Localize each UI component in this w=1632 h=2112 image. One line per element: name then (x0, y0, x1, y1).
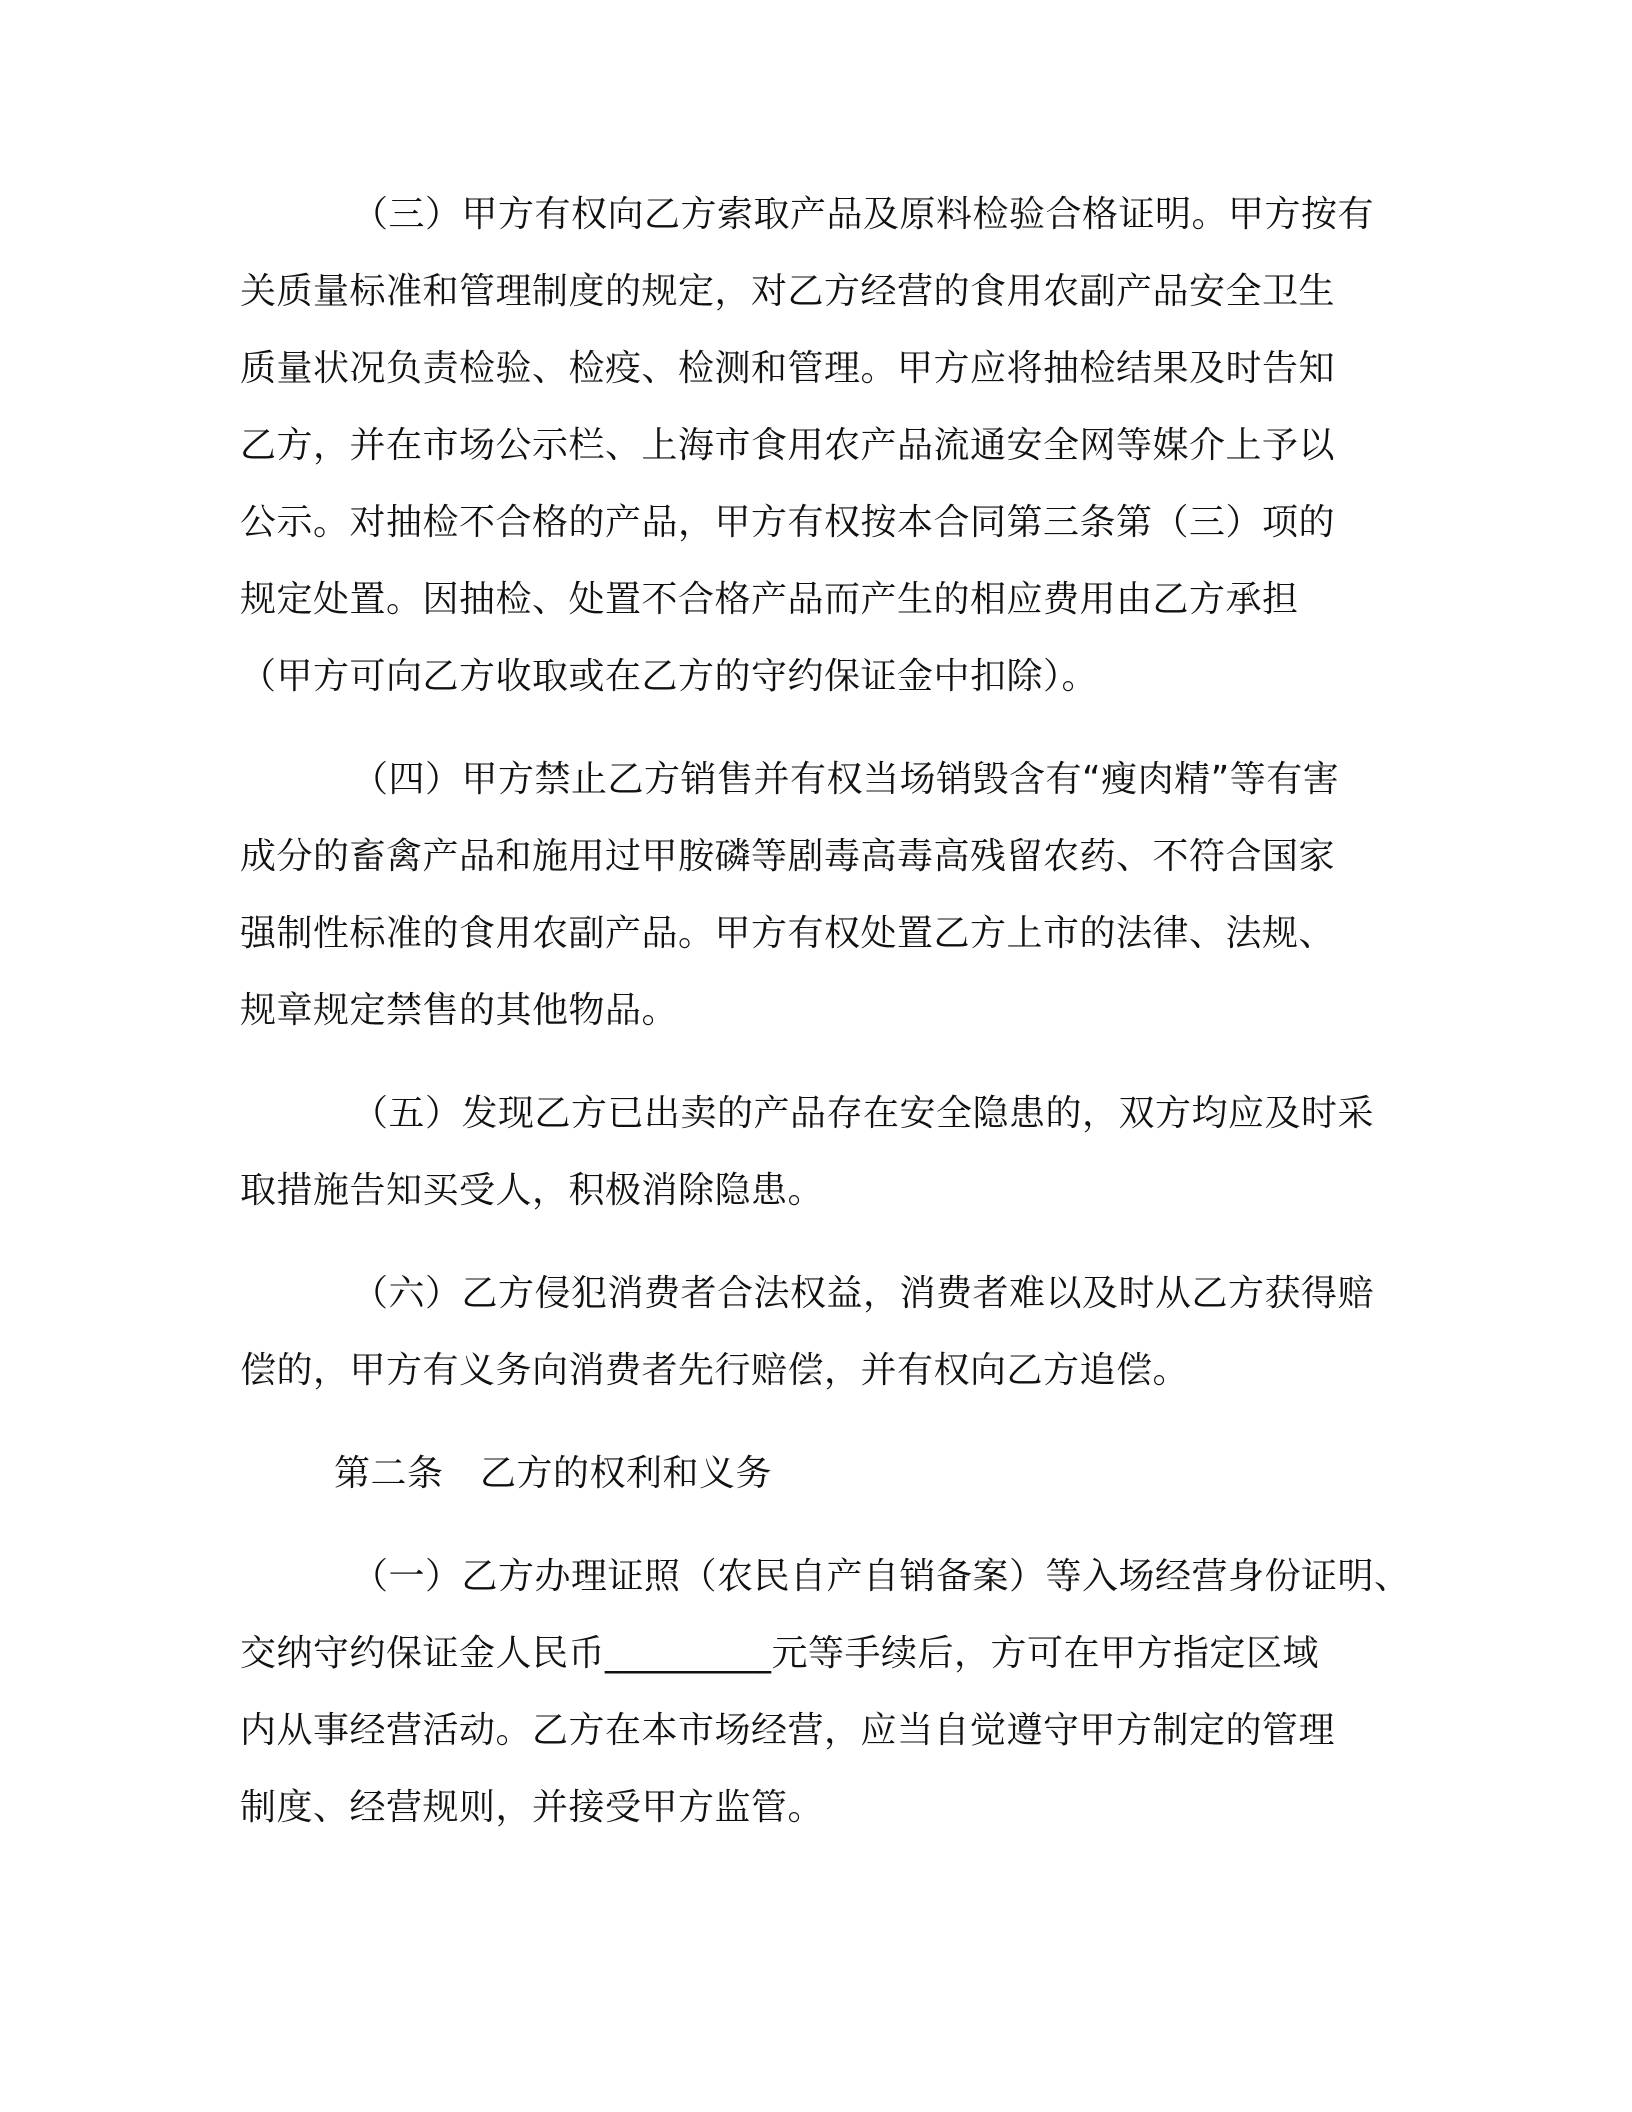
paragraph-2-line-3: 强制性标准的食用农副产品。甲方有权处置乙方上市的法律、法规、 (240, 913, 1336, 954)
paragraph-1-line-4: 乙方，并在市场公示栏、上海市食用农产品流通安全网等媒介上予以 (240, 425, 1336, 466)
paragraph-4-line-1: （六）乙方侵犯消费者合法权益，消费者难以及时从乙方获得赔 (352, 1273, 1375, 1314)
paragraph-2-line-4: 规章规定禁售的其他物品。 (240, 990, 679, 1031)
paragraph-1-line-6: 规定处置。因抽检、处置不合格产品而产生的相应费用由乙方承担 (240, 579, 1299, 620)
paragraph-3-line-1: （五）发现乙方已出卖的产品存在安全隐患的，双方均应及时采 (352, 1093, 1375, 1134)
paragraph-2-line-1: （四）甲方禁止乙方销售并有权当场销毁含有“瘦肉精”等有害 (352, 759, 1340, 800)
paragraph-1-line-2: 关质量标准和管理制度的规定，对乙方经营的食用农副产品安全卫生 (240, 271, 1336, 312)
article-heading: 第二条 乙方的权利和义务 (334, 1453, 773, 1494)
paragraph-1-line-5: 公示。对抽检不合格的产品，甲方有权按本合同第三条第（三）项的 (240, 502, 1336, 543)
paragraph-1-line-7: （甲方可向乙方收取或在乙方的守约保证金中扣除）。 (240, 656, 1099, 697)
paragraph-5-line-4: 制度、经营规则，并接受甲方监管。 (240, 1787, 825, 1828)
paragraph-5-line-2: 交纳守约保证金人民币_________元等手续后，方可在甲方指定区域 (240, 1633, 1320, 1674)
paragraph-2-line-2: 成分的畜禽产品和施用过甲胺磷等剧毒高毒高残留农药、不符合国家 (240, 836, 1336, 877)
paragraph-1-line-1: （三）甲方有权向乙方索取产品及原料检验合格证明。甲方按有 (352, 194, 1375, 235)
paragraph-5-line-3: 内从事经营活动。乙方在本市场经营，应当自觉遵守甲方制定的管理 (240, 1710, 1336, 1751)
paragraph-1-line-3: 质量状况负责检验、检疫、检测和管理。甲方应将抽检结果及时告知 (240, 348, 1336, 389)
paragraph-5-line-1: （一）乙方办理证照（农民自产自销备案）等入场经营身份证明、 (352, 1556, 1411, 1597)
paragraph-3-line-2: 取措施告知买受人，积极消除隐患。 (240, 1170, 825, 1211)
paragraph-4-line-2: 偿的，甲方有义务向消费者先行赔偿，并有权向乙方追偿。 (240, 1350, 1190, 1391)
